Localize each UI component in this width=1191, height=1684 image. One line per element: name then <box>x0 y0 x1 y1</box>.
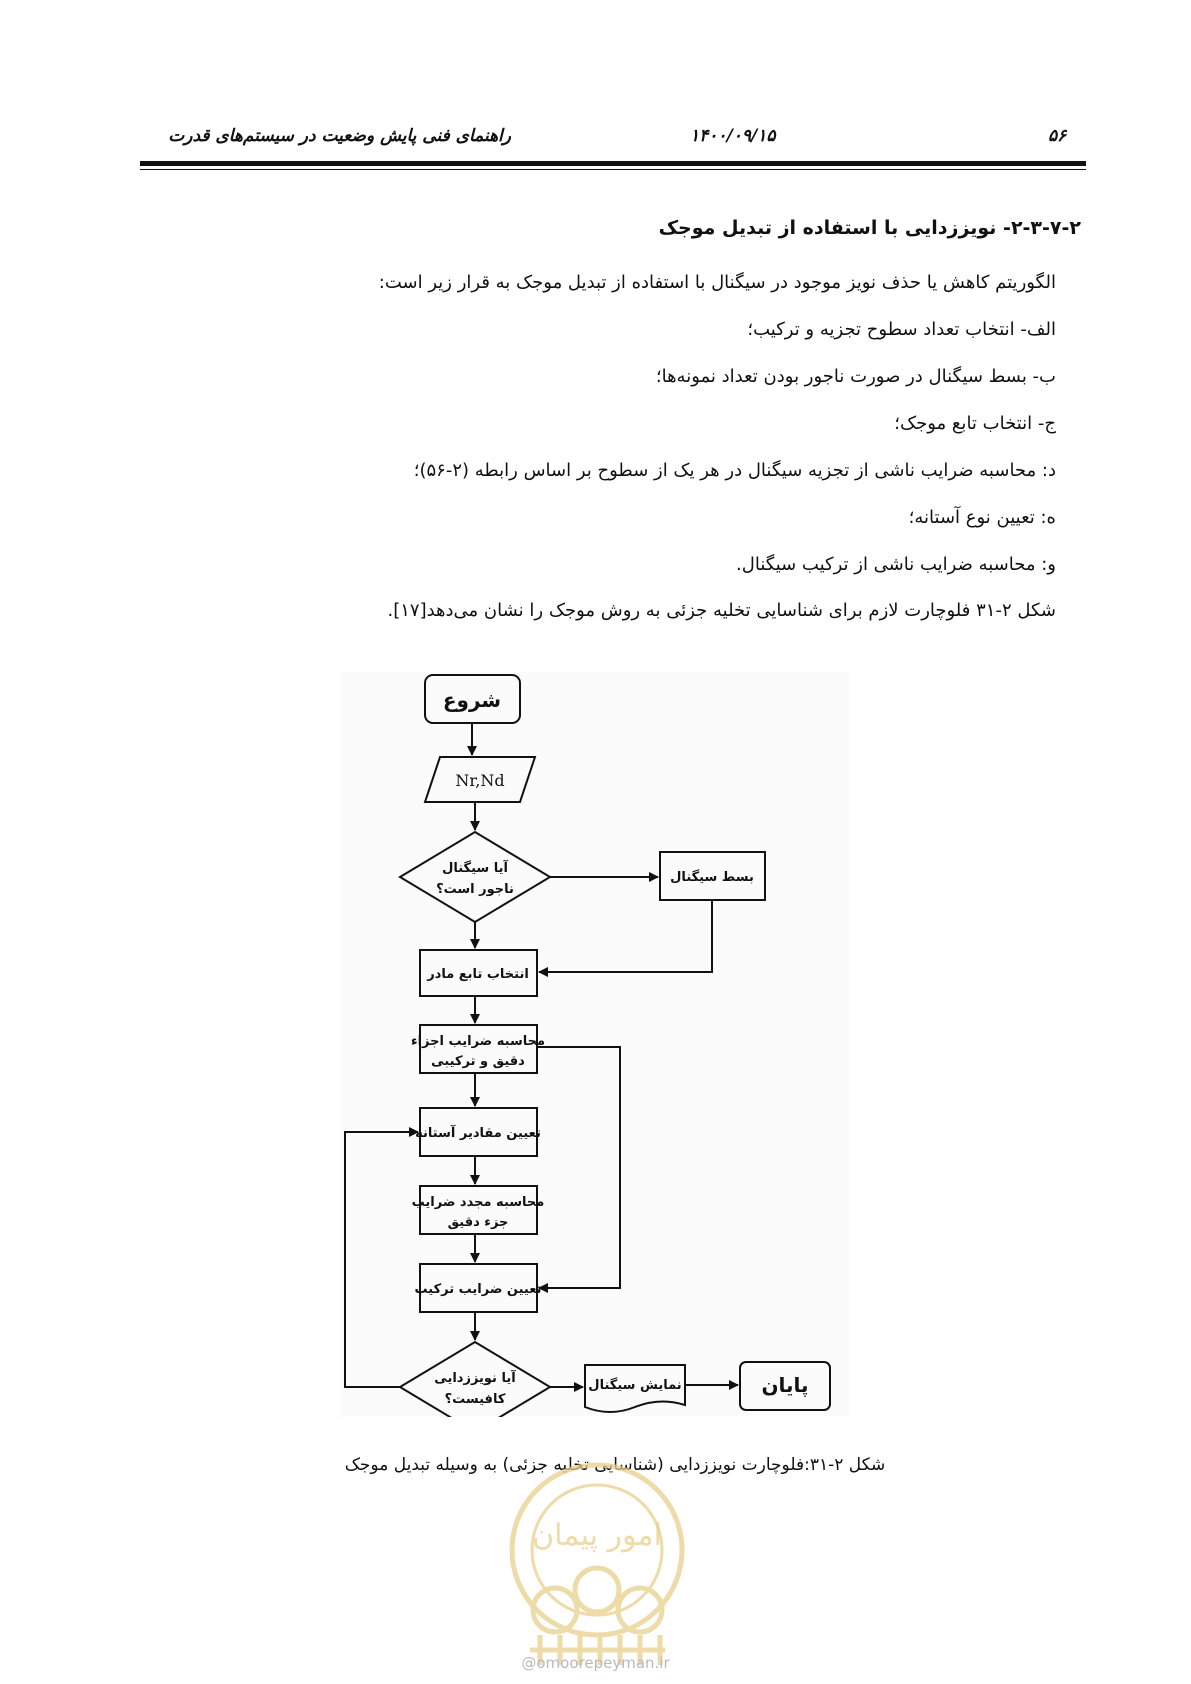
watermark-url: @omoorepeyman.ir <box>521 1654 670 1672</box>
watermark-text: امور پیمان <box>532 1518 662 1553</box>
combine-label: تعیین ضرایب ترکیب <box>414 1282 542 1297</box>
figure-caption: شکل ۲-۳۱:فلوچارت نویززدایی (شناسایی تخلیه جزئی) به وسیله تبدیل موجک <box>344 1455 886 1475</box>
step-item: ب- بسط سیگنال در صورت ناجور بودن تعداد نمونه‌ها؛ <box>655 366 1056 387</box>
step-item: د: محاسبه ضرایب ناشی از تجزیه سیگنال در هر یک از سطوح بر اساس رابطه (۲-۵۶)؛ <box>413 460 1056 481</box>
decision2-line1: آیا نویززدایی <box>434 1371 516 1386</box>
figure-reference: شکل ۲-۳۱ فلوچارت لازم برای شناسایی تخلیه جزئی به روش موجک را نشان می‌دهد[۱۷]. <box>387 600 1056 621</box>
input-label: Nr,Nd <box>455 771 505 790</box>
step-item: ه: تعیین نوع آستانه؛ <box>908 507 1056 528</box>
header-rule-thin <box>140 169 1086 170</box>
watermark-logo <box>495 1450 700 1680</box>
header-date: ۱۴۰۰/۰۹/۱۵ <box>690 126 776 146</box>
recompute-line1: محاسبه مجدد ضرایب <box>411 1195 545 1210</box>
header-title: راهنمای فنی پایش وضعیت در سیستم‌های قدرت <box>168 126 511 146</box>
step-item: و: محاسبه ضرایب ناشی از ترکیب سیگنال. <box>736 554 1056 575</box>
recompute-line2: جزء دقیق <box>447 1215 509 1230</box>
decision2-line2: کافیست؟ <box>444 1392 506 1407</box>
step-item: ج- انتخاب تابع موجک؛ <box>894 413 1056 434</box>
threshold-label: تعیین مقادیر آستانه <box>415 1126 541 1141</box>
display-label: نمایش سیگنال <box>588 1378 682 1393</box>
header-rule-thick <box>140 161 1086 166</box>
decision1-line2: ناجور است؟ <box>436 882 514 897</box>
end-label: پایان <box>761 1373 809 1397</box>
compute-coeffs-line1: محاسبه ضرایب اجزاء <box>410 1034 546 1049</box>
choose-wavelet-label: انتخاب تابع مادر <box>427 967 529 982</box>
flowchart-svg <box>340 672 850 1417</box>
step-item: الف- انتخاب تعداد سطوح تجزیه و ترکیب؛ <box>747 319 1056 340</box>
start-label: شروع <box>442 688 502 712</box>
flowchart-figure <box>340 672 850 1417</box>
page-number: ۵۶ <box>1048 126 1067 146</box>
intro-paragraph: الگوریتم کاهش یا حذف نویز موجود در سیگنال با استفاده از تبدیل موجک به قرار زیر است: <box>378 272 1056 293</box>
extend-label: بسط سیگنال <box>670 870 754 885</box>
compute-coeffs-line2: دقیق و ترکیبی <box>431 1054 525 1069</box>
decision-diamond <box>400 832 550 922</box>
decision1-line1: آیا سیگنال <box>442 861 508 876</box>
section-heading: ۲-۳-۷-۲- نویززدایی با استفاده از تبدیل موجک <box>658 217 1081 239</box>
